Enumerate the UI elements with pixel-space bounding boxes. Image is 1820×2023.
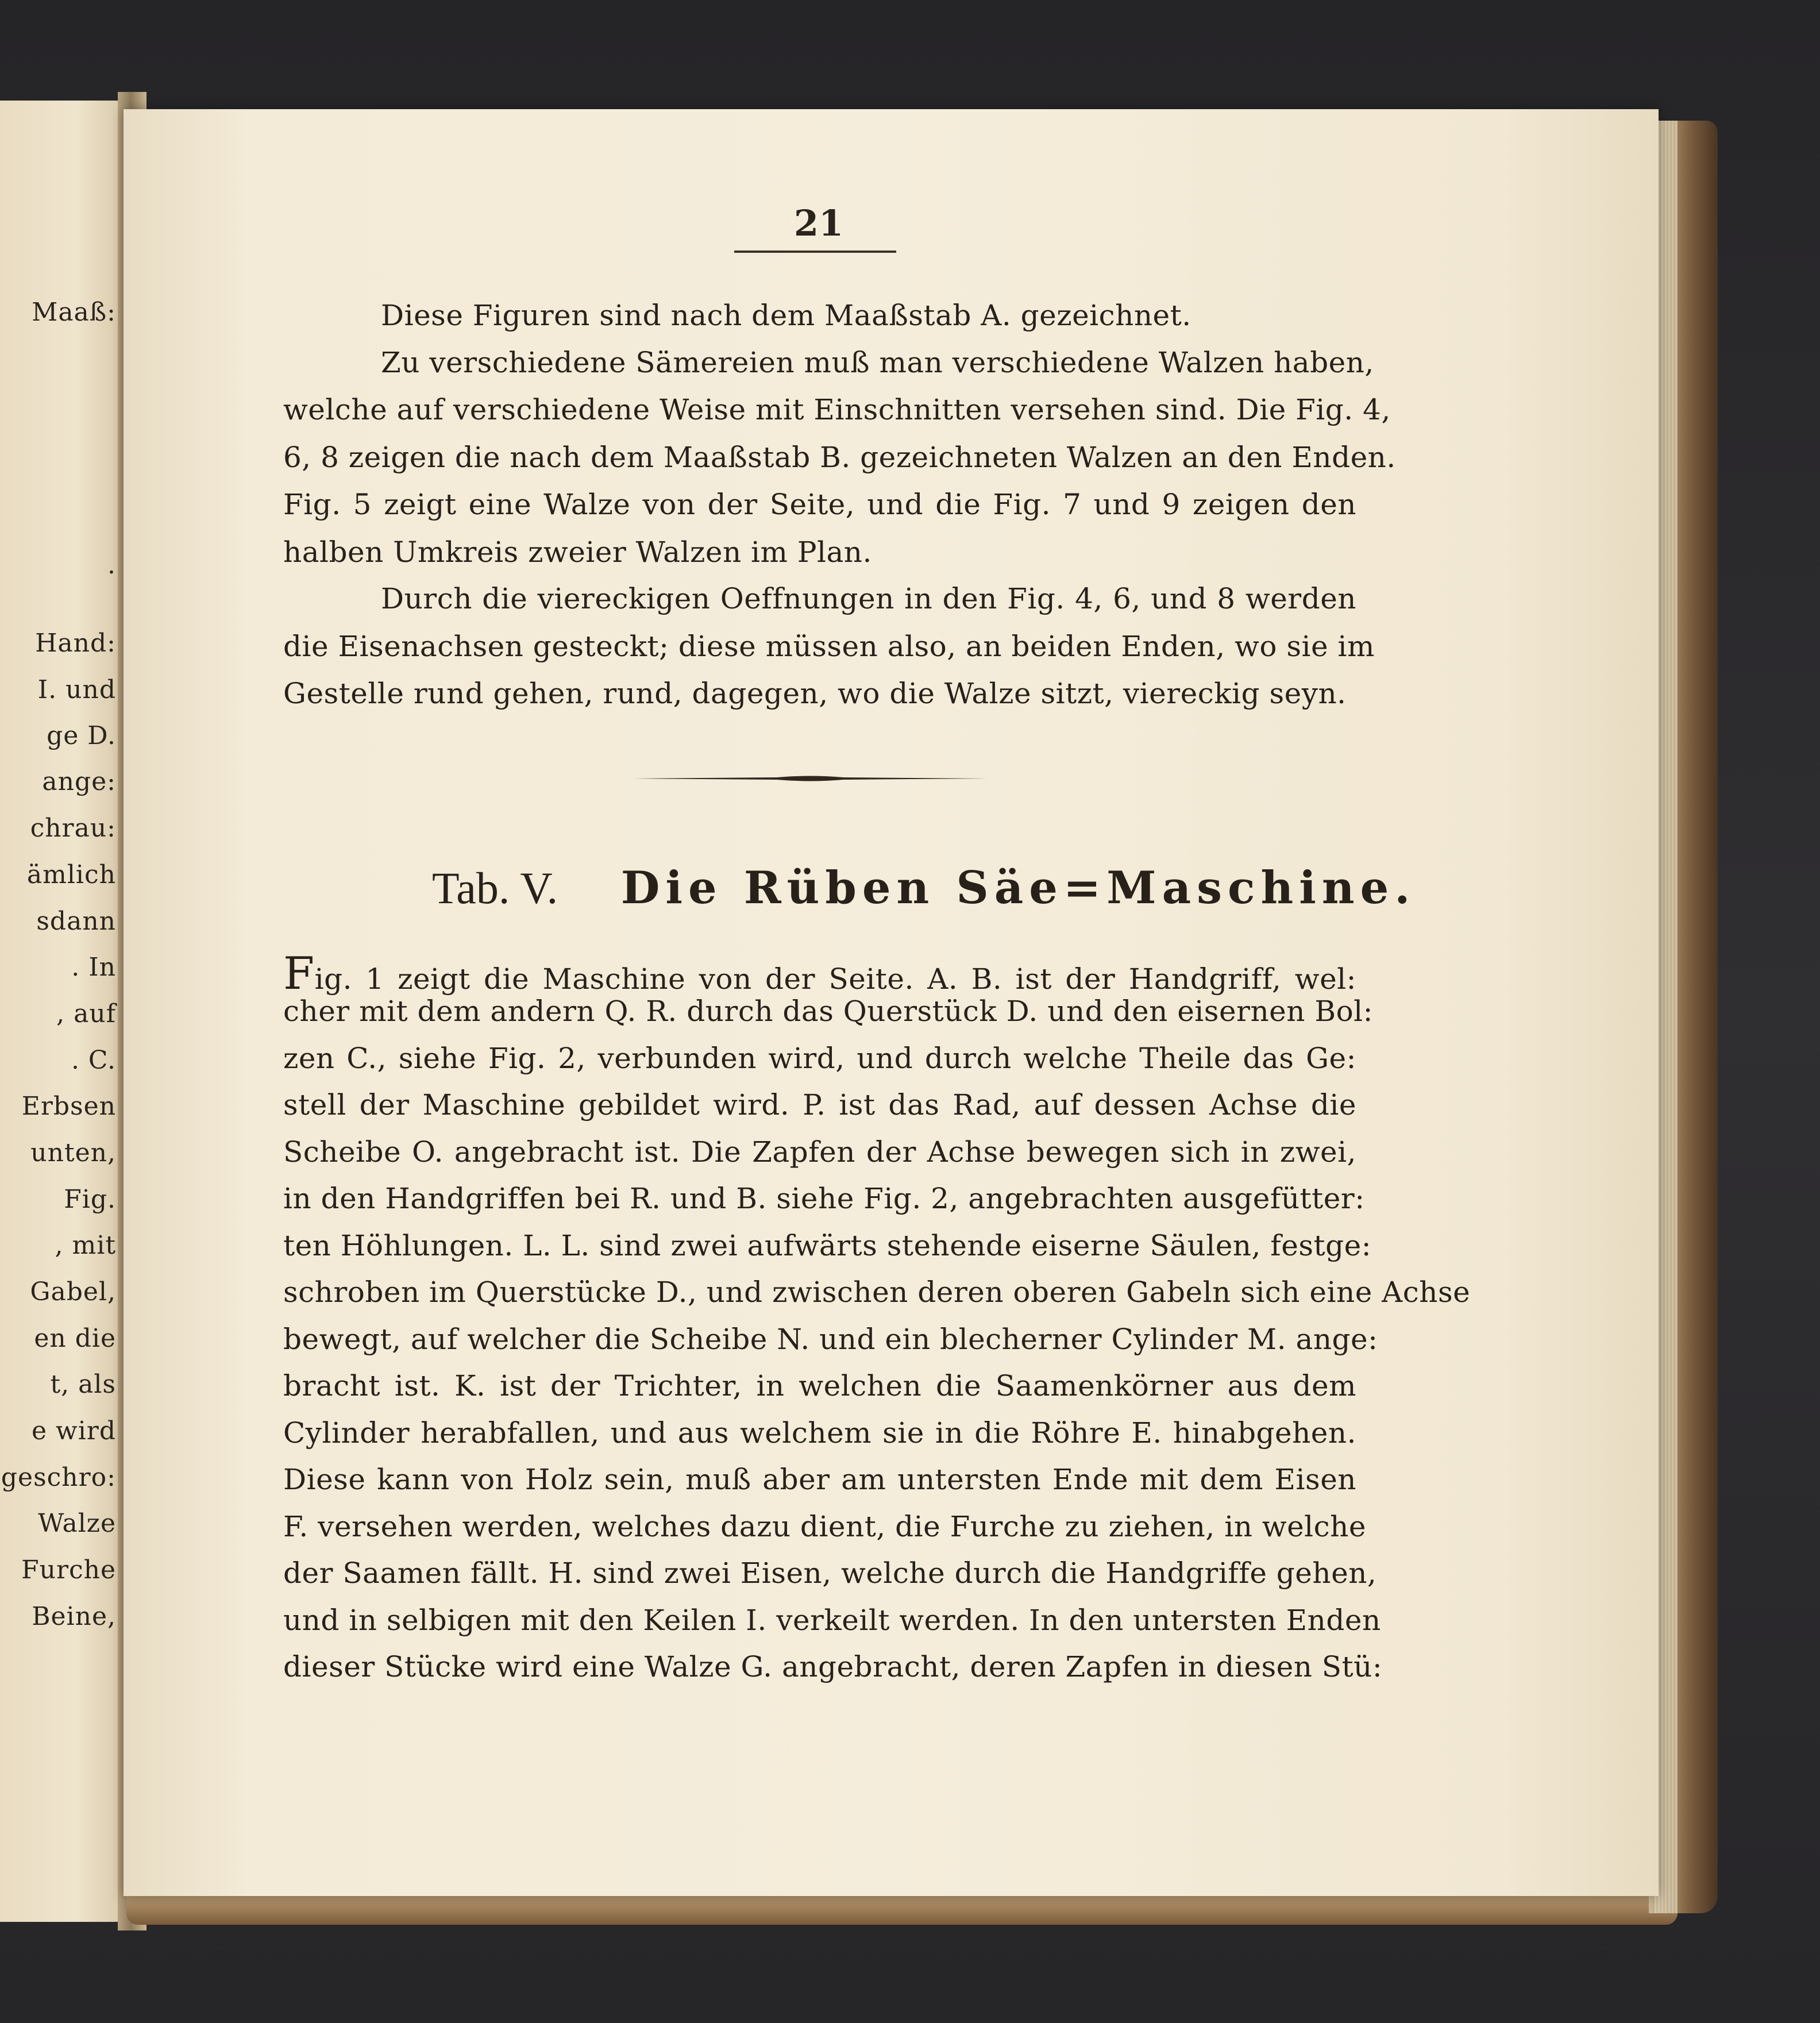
paragraph4-line: in den Handgriffen bei R. und B. siehe Fig. 2, angebrachten ausgefütter: <box>283 1182 1365 1215</box>
left-page-line: ange: <box>42 767 116 796</box>
paragraph4-first-line-text: ig. 1 zeigt die Maschine von der Seite. A. B. ist der Handgriff, wel: <box>314 962 1356 996</box>
paragraph4-line: cher mit dem andern Q. R. durch das Querstück D. und den eisernen Bol: <box>283 995 1374 1028</box>
paragraph2-line: halben Umkreis zweier Walzen im Plan. <box>283 535 872 569</box>
paragraph2-line: welche auf verschiedene Weise mit Einschnitten versehen sind. Die Fig. 4, <box>283 393 1391 426</box>
left-page-line: , mit <box>55 1231 116 1260</box>
left-page-line: ämlich <box>26 860 116 889</box>
paragraph3-line: Durch die viereckigen Oeffnungen in den Fig. 4, 6, und 8 werden <box>381 582 1356 615</box>
paragraph4-line: Cylinder herabfallen, und aus welchem sie in die Röhre E. hinabgehen. <box>283 1416 1356 1450</box>
page-number: 21 <box>793 202 844 244</box>
paragraph2-line: 6, 8 zeigen die nach dem Maaßstab B. gezeichneten Walzen an den Enden. <box>283 441 1396 474</box>
paragraph4-line: der Saamen fällt. H. sind zwei Eisen, welche durch die Handgriffe gehen, <box>283 1556 1377 1590</box>
left-page-line: ge D. <box>47 721 116 750</box>
paragraph4-line: schroben im Querstücke D., und zwischen deren oberen Gabeln sich eine Achse <box>283 1276 1471 1309</box>
paragraph4-line: bracht ist. K. ist der Trichter, in welchen die Saamenkörner aus dem <box>283 1369 1356 1402</box>
left-page-line: , auf <box>56 999 116 1028</box>
heading-title: Die Rüben Säe=Maschine. <box>620 862 1416 914</box>
paragraph4-line: dieser Stücke wird eine Walze G. angebracht, deren Zapfen in diesen Stü: <box>283 1650 1383 1683</box>
paragraph2-line: Fig. 5 zeigt eine Walze von der Seite, und die Fig. 7 und 9 zeigen den <box>283 488 1356 521</box>
paragraph4-line: ten Höhlungen. L. L. sind zwei aufwärts stehende eiserne Säulen, festge: <box>283 1228 1372 1262</box>
left-page-fragment <box>0 101 126 1922</box>
left-page-line: . C. <box>71 1046 116 1075</box>
left-page-line: e wird <box>32 1416 116 1446</box>
left-page-line: Beine, <box>32 1602 116 1631</box>
left-page-line: Walze <box>38 1509 116 1538</box>
paragraph4-line: Diese kann von Holz sein, muß aber am untersten Ende mit dem Eisen <box>283 1463 1356 1496</box>
left-page-line: I. und <box>37 675 116 704</box>
left-page-line: . In <box>71 953 116 982</box>
section-heading <box>432 862 1416 914</box>
paragraph3-line: Gestelle rund gehen, rund, dagegen, wo die Walze sitzt, viereckig seyn. <box>283 677 1347 710</box>
paragraph4-line: zen C., siehe Fig. 2, verbunden wird, und durch welche Theile das Ge: <box>283 1041 1356 1075</box>
paragraph4-line: Scheibe O. angebracht ist. Die Zapfen der Achse bewegen sich in zwei, <box>283 1135 1356 1169</box>
heading-tab-label: Tab. V. <box>432 863 558 913</box>
left-page-line: unten, <box>30 1138 116 1167</box>
left-page-line: chrau: <box>30 814 116 843</box>
paragraph4-line: bewegt, auf welcher die Scheibe N. und ein blecherner Cylinder M. ange: <box>283 1322 1378 1356</box>
left-page-line: . <box>107 550 116 580</box>
paragraph3-line: die Eisenachsen gesteckt; diese müssen also, an beiden Enden, wo sie im <box>283 630 1375 663</box>
left-page-line: Furche <box>21 1555 116 1585</box>
paragraph4-line: F. versehen werden, welches dazu dient, die Furche zu ziehen, in welche <box>283 1509 1366 1543</box>
left-page-line: t, als <box>50 1370 116 1399</box>
paragraph4-first-line <box>283 948 1356 1000</box>
left-page-line: Fig. <box>64 1185 116 1214</box>
paragraph2-line: Zu verschiedene Sämereien muß man verschiedene Walzen haben, <box>381 346 1374 379</box>
left-page-line: Hand: <box>35 629 116 658</box>
page-number-rule <box>734 251 896 253</box>
left-page-line: Maaß: <box>32 298 116 327</box>
left-page-line: geschro: <box>1 1463 116 1492</box>
paragraph4-line: und in selbigen mit den Keilen I. verkeilt werden. In den untersten Enden <box>283 1603 1381 1637</box>
left-page-line: sdann <box>36 907 116 936</box>
left-page-line: en die <box>34 1324 116 1353</box>
section-separator <box>633 774 988 783</box>
left-page-line: Gabel, <box>30 1277 116 1307</box>
paragraph4-line: stell der Maschine gebildet wird. P. ist das Rad, auf dessen Achse die <box>283 1088 1356 1122</box>
paragraph1-line: Diese Figuren sind nach dem Maaßstab A. gezeichnet. <box>381 299 1192 332</box>
drop-cap: F <box>283 948 315 1000</box>
left-page-line: Erbsen <box>21 1092 116 1121</box>
